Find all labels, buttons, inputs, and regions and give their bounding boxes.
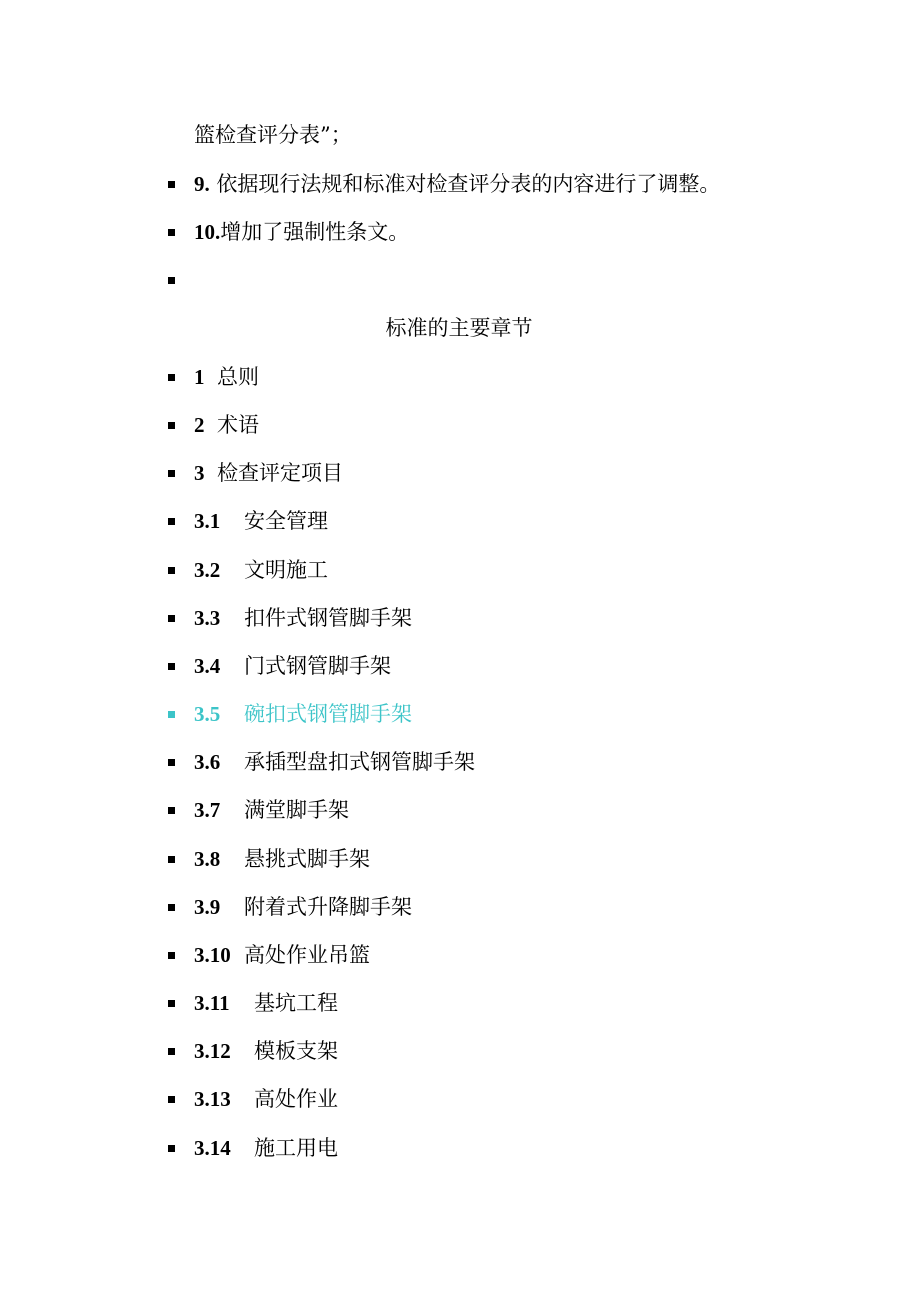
paragraph-body: 依据现行法规和标准对检查评分表的内容进行了调整。 (209, 172, 721, 196)
bullet-icon (168, 711, 175, 718)
chapter-title: 附着式升降脚手架 (244, 895, 412, 919)
chapter-number: 3.1 (194, 509, 221, 533)
bullet-icon (168, 615, 175, 622)
chapter-title: 安全管理 (244, 509, 328, 533)
chapter-item (0, 1131, 920, 1165)
bullet-icon (168, 1048, 175, 1055)
chapter-title: 满堂脚手架 (244, 798, 349, 822)
list-item (0, 167, 920, 201)
chapter-item (0, 986, 920, 1020)
chapter-title: 检查评定项目 (217, 461, 343, 485)
bullet-icon (168, 181, 175, 188)
bullet-icon (168, 807, 175, 814)
chapter-title: 高处作业 (254, 1087, 338, 1111)
chapter-title: 文明施工 (244, 558, 328, 582)
chapter-item (0, 890, 920, 924)
list-item (0, 215, 920, 249)
chapter-title: 高处作业吊篮 (244, 943, 370, 967)
chapter-item (0, 408, 920, 442)
chapter-number: 3.2 (194, 558, 221, 582)
chapter-item (0, 504, 920, 538)
chapter-title: 术语 (217, 413, 259, 437)
bullet-icon (168, 277, 175, 284)
chapter-item (0, 842, 920, 876)
chapter-number: 1 (194, 365, 205, 389)
section-heading: 标准的主要章节 (385, 316, 533, 340)
bullet-icon (168, 952, 175, 959)
paragraph-number: 9. (194, 172, 210, 196)
bullet-icon (168, 856, 175, 863)
paragraph-number: 10. (194, 220, 221, 244)
bullet-icon (168, 229, 175, 236)
chapter-number: 3.8 (194, 847, 221, 871)
chapter-number: 3.5 (194, 702, 221, 726)
chapter-item (0, 456, 920, 490)
chapter-number: 3.10 (194, 943, 231, 967)
chapter-title: 承插型盘扣式钢管脚手架 (244, 750, 475, 774)
bullet-icon (168, 1096, 175, 1103)
chapter-title: 门式钢管脚手架 (244, 654, 391, 678)
chapter-title: 悬挑式脚手架 (244, 847, 370, 871)
chapter-number: 3.3 (194, 606, 221, 630)
bullet-icon (168, 1145, 175, 1152)
chapter-item (0, 360, 920, 394)
chapter-item (0, 793, 920, 827)
bullet-icon (168, 470, 175, 477)
chapter-item (0, 1034, 920, 1068)
chapter-item (0, 553, 920, 587)
chapter-title: 模板支架 (254, 1039, 338, 1063)
bullet-icon (168, 904, 175, 911)
bullet-icon (168, 663, 175, 670)
chapter-number: 2 (194, 413, 205, 437)
chapter-number: 3.14 (194, 1136, 231, 1160)
paragraph-body: 增加了强制性条文。 (220, 220, 410, 244)
chapter-title: 总则 (217, 365, 259, 389)
chapter-title: 扣件式钢管脚手架 (244, 606, 412, 630)
bullet-icon (168, 567, 175, 574)
chapter-item (0, 1082, 920, 1116)
chapter-title: 施工用电 (254, 1136, 338, 1160)
chapter-item (0, 649, 920, 683)
chapter-number: 3.7 (194, 798, 221, 822)
chapter-number: 3.12 (194, 1039, 231, 1063)
list-item-empty (0, 263, 920, 297)
chapter-number: 3.13 (194, 1087, 231, 1111)
paragraph-text (194, 167, 720, 201)
paragraph-text (194, 215, 409, 249)
bullet-icon (168, 422, 175, 429)
bullet-icon (168, 1000, 175, 1007)
chapter-item (0, 745, 920, 779)
continuation-text: 篮检查评分表”； (194, 123, 352, 147)
bullet-icon (168, 518, 175, 525)
chapter-number: 3.11 (194, 991, 230, 1015)
chapter-item-highlighted (0, 697, 920, 731)
chapter-item (0, 938, 920, 972)
bullet-icon (168, 759, 175, 766)
bullet-icon (168, 374, 175, 381)
chapter-title: 碗扣式钢管脚手架 (244, 702, 412, 726)
chapter-number: 3 (194, 461, 205, 485)
chapter-number: 3.6 (194, 750, 221, 774)
chapter-number: 3.9 (194, 895, 221, 919)
chapter-title: 基坑工程 (254, 991, 338, 1015)
chapter-item (0, 601, 920, 635)
chapter-number: 3.4 (194, 654, 221, 678)
